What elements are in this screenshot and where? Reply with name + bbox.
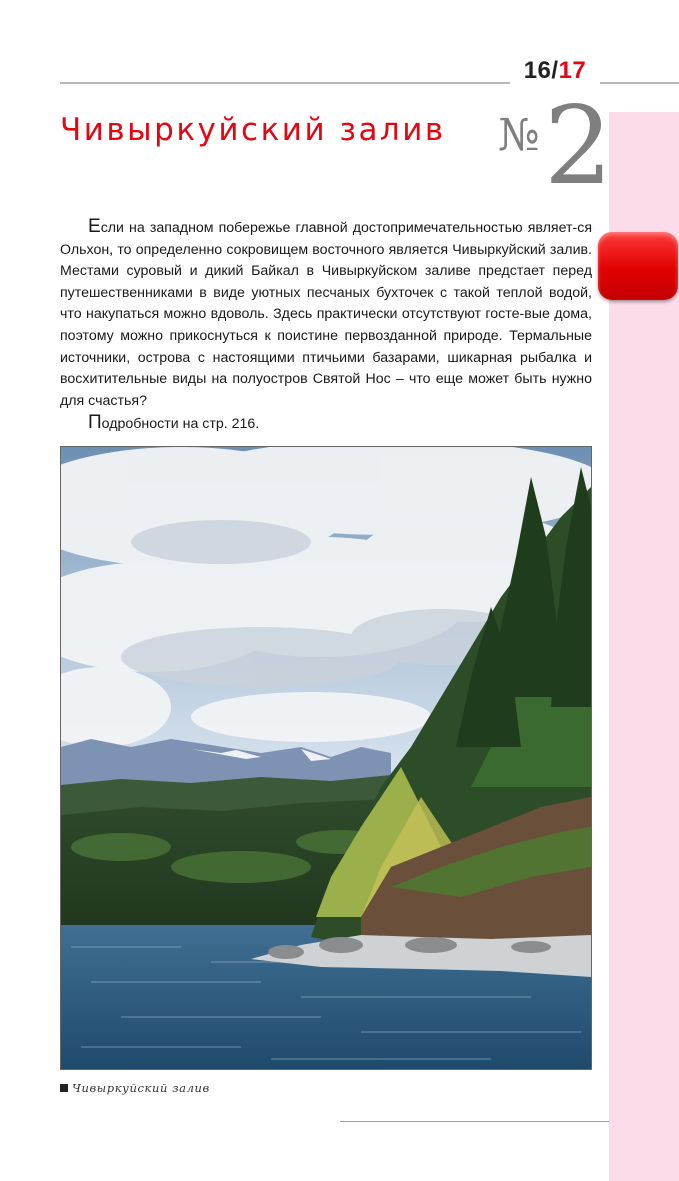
bay-landscape-image [61, 447, 591, 1069]
page-numbers [512, 57, 598, 85]
paragraph-text: одробности на стр. 216. [101, 416, 260, 433]
photo-caption [60, 1081, 210, 1095]
paragraph-initial: П [88, 412, 102, 434]
article-title: Чивыркуйский залив [60, 112, 446, 148]
page-number-next: 17 [558, 57, 587, 84]
number-value: 2 [544, 84, 613, 209]
paragraph-initial: Е [88, 216, 101, 237]
page-number-current: 16 [523, 57, 552, 84]
header-rule-left [60, 82, 510, 84]
footer-rule [340, 1121, 609, 1122]
number-sign: № [498, 110, 538, 161]
page-number-separator: / [551, 57, 559, 84]
caption-text: Чивыркуйский залив [72, 1081, 210, 1095]
bay-photo [60, 446, 592, 1070]
paragraph-main [60, 216, 592, 412]
caption-bullet [60, 1084, 68, 1092]
paragraph-text: сли на западном побережье главной достопримечательностью являет-ся Ольхон, то определенно сокровищем восточного является Чивыркуйский залив. Местами суровый и дикий Байкал в Чивыркуйском заливе предстает перед путешественниками в виде уютных песчаных бухточек с такой теплой водой, что накупаться можно вдоволь. Здесь практически отсутствуют госте-вые дома, поэтому можно прикоснуться к поистине первозданной природе. Термальные источники, острова с настоящими птичьими базарами, шикарная рыбалка и восхитительные виды на полуостров Святой Нос – что еще может быть нужно для счастья? [60, 220, 592, 409]
paragraph-reference [60, 412, 592, 436]
section-tab-marker[interactable] [598, 232, 678, 300]
article-body [60, 216, 592, 436]
